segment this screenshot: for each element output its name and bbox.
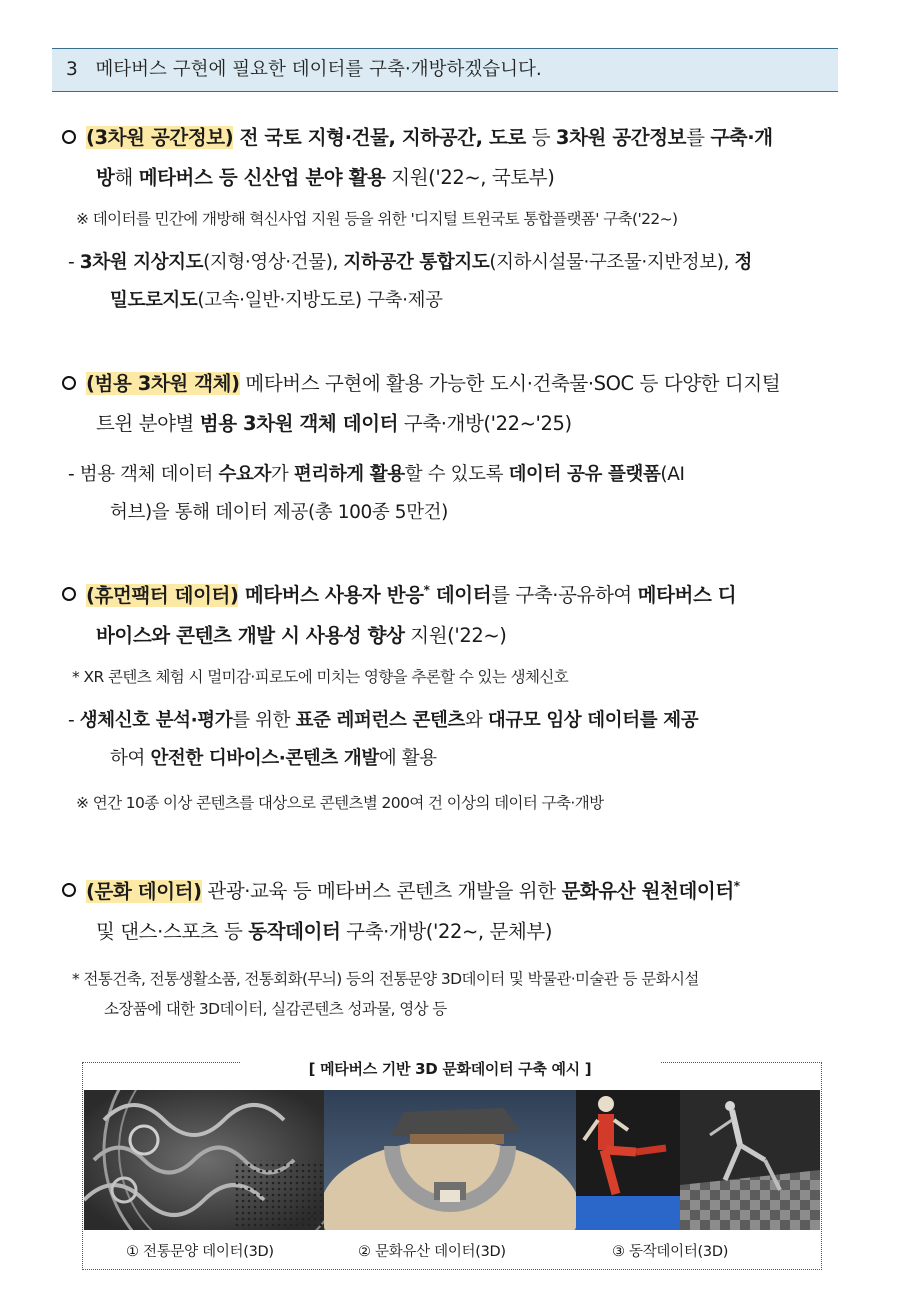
- text: -: [68, 709, 80, 731]
- text: 및 댄스·스포츠 등: [96, 919, 249, 943]
- text: 문화유산 원천데이터: [561, 879, 734, 903]
- text: 메타버스 등 신산업 분야 활용: [138, 166, 386, 189]
- text: 메타버스 구현에 활용 가능한 도시·건축물·SOC 등 다양한 디지털: [239, 372, 781, 395]
- note: * 전통건축, 전통생활소품, 전통회화(무늬) 등의 전통문양 3D데이터 및 박물관·미술관 등 문화시설: [72, 969, 699, 988]
- figure-label-cultural-heritage: ② 문화유산 데이터(3D): [358, 1244, 506, 1260]
- text: 범용 3차원 객체 데이터: [199, 412, 399, 435]
- text: 가: [270, 464, 294, 485]
- text: (AI: [660, 464, 685, 485]
- text: 데이터: [429, 583, 492, 607]
- text: 하여: [110, 747, 151, 769]
- motion-skeleton-image: [576, 1090, 680, 1230]
- text: 할 수 있도록: [404, 464, 509, 485]
- note: ※ 데이터를 민간에 개방해 혁신사업 지원 등을 위한 '디지털 트윈국토 통합플랫폼' 구축('22~): [76, 210, 678, 228]
- item-culture-data: [0, 866, 900, 1024]
- text: 데이터 공유 플랫폼: [508, 464, 661, 485]
- text: 편리하게 활용: [293, 464, 405, 485]
- text: 생체신호 분석·평가: [79, 709, 233, 731]
- text: 메타버스 디: [637, 583, 737, 607]
- cultural-heritage-image: [324, 1090, 576, 1230]
- text: (지하시설물·구조물·지반정보),: [489, 252, 735, 273]
- text: 구축·개방('22~'25): [398, 412, 572, 435]
- item-tag: (3차원 공간정보): [86, 126, 234, 149]
- text: - 범용 객체 데이터: [68, 464, 219, 485]
- text: 를 위한: [232, 709, 296, 731]
- text: (고속·일반·지방도로) 구축·제공: [197, 290, 443, 311]
- text: 동작데이터: [248, 919, 341, 943]
- circle-bullet-icon: [62, 883, 76, 897]
- text: -: [68, 252, 80, 273]
- text: 정: [734, 252, 753, 273]
- circle-bullet-icon: [62, 130, 76, 144]
- text: 지원('22~, 국토부): [385, 166, 555, 189]
- text: 구축·개: [710, 126, 773, 149]
- text: 해: [114, 166, 139, 189]
- section-title: 메타버스 구현에 필요한 데이터를 구축·개방하겠습니다.: [95, 59, 542, 80]
- circle-bullet-icon: [62, 376, 76, 390]
- note: ※ 연간 10종 이상 콘텐츠를 대상으로 콘텐츠별 200여 건 이상의 데이터 구축·개방: [76, 793, 604, 812]
- text: 지하공간 통합지도: [343, 252, 490, 273]
- text: 허브)을 통해 데이터 제공(총 100종 5만건): [110, 502, 448, 523]
- footnote-star: *: [423, 583, 430, 597]
- text: 관광·교육 등 메타버스 콘텐츠 개발을 위한: [201, 879, 562, 903]
- text: 표준 레퍼런스 콘텐츠: [295, 709, 465, 731]
- item-tag: (문화 데이터): [86, 879, 202, 903]
- text: 대규모 임상 데이터를 제공: [487, 709, 699, 731]
- text: 메타버스 사용자 반응: [238, 583, 424, 607]
- text: 방: [96, 166, 115, 189]
- text: 전 국토 지형·건물, 지하공간, 도로: [233, 126, 526, 149]
- section-number: 3: [66, 59, 78, 80]
- text: 등: [525, 126, 556, 149]
- text: 를 구축·공유하여: [491, 583, 638, 607]
- circle-bullet-icon: [62, 587, 76, 601]
- text: 를: [686, 126, 711, 149]
- item-tag: (휴먼팩터 데이터): [86, 583, 239, 607]
- text: 안전한 디바이스·콘텐츠 개발: [150, 747, 379, 769]
- text: (지형·영상·건물),: [203, 252, 344, 273]
- text: 트윈 분야별: [96, 412, 200, 435]
- traditional-pattern-image: [84, 1090, 324, 1230]
- text: 에 활용: [378, 747, 437, 769]
- text: 와: [464, 709, 488, 731]
- text: 바이스와 콘텐츠 개발 시 사용성 향상: [96, 623, 405, 647]
- text: 3차원 공간정보: [555, 126, 687, 149]
- item-3d-objects: [0, 364, 900, 532]
- figure-label-traditional-pattern: ① 전통문양 데이터(3D): [126, 1244, 274, 1260]
- footnote-star: *: [733, 879, 740, 893]
- figure-label-motion-data: ③ 동작데이터(3D): [612, 1244, 729, 1260]
- note: 소장품에 대한 3D데이터, 실감콘텐츠 성과물, 영상 등: [104, 999, 447, 1018]
- item-3d-spatial: [0, 118, 900, 320]
- motion-checkerboard-image: [680, 1090, 820, 1230]
- text: 수요자: [218, 464, 271, 485]
- text: 3차원 지상지도: [79, 252, 204, 273]
- note: * XR 콘텐츠 체험 시 멀미감·피로도에 미치는 영향을 추론할 수 있는 생체신호: [72, 667, 569, 686]
- item-human-factor: [0, 570, 900, 816]
- text: 지원('22~): [404, 623, 507, 647]
- text: 구축·개방('22~, 문체부): [340, 919, 553, 943]
- figure-caption: [ 메타버스 기반 3D 문화데이터 구축 예시 ]: [240, 1054, 660, 1084]
- text: 밀도로지도: [110, 290, 198, 311]
- section-header: [52, 48, 838, 92]
- item-tag: (범용 3차원 객체): [86, 372, 240, 395]
